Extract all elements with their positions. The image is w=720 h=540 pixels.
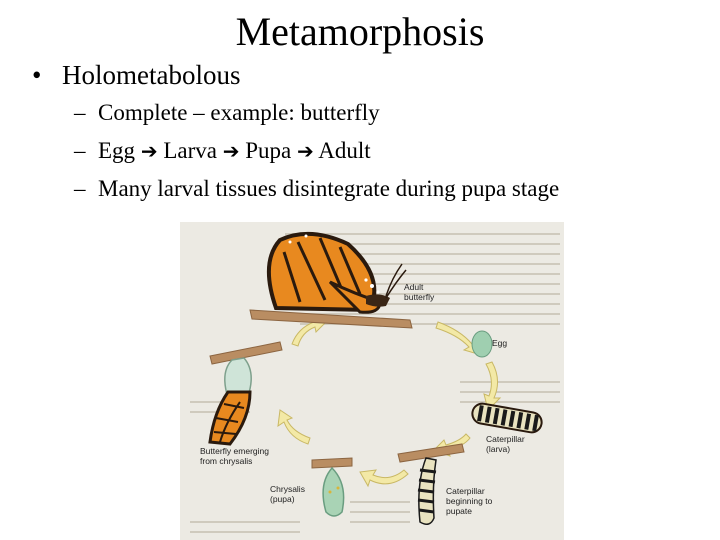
stage-adult: Adult <box>318 138 371 163</box>
lifecycle-illustration <box>180 222 564 540</box>
label-adult-butterfly <box>404 282 434 302</box>
label-egg: Egg <box>492 338 508 348</box>
label-line: from chrysalis <box>200 456 253 466</box>
stage-pupa: Pupa <box>245 138 292 163</box>
right-arrow-icon: ➔ <box>140 139 158 163</box>
stage-larva: Larva <box>163 138 217 163</box>
label-line: pupate <box>446 506 472 516</box>
dash: – <box>74 100 86 125</box>
sub-bullet-tissues <box>74 174 559 204</box>
egg-drawing <box>472 331 492 357</box>
bullet-dot: • <box>32 60 42 90</box>
label-line: Adult <box>404 282 424 292</box>
slide-title: Metamorphosis <box>235 9 485 54</box>
caterpillar-pupate-drawing <box>418 458 436 524</box>
label-line: Caterpillar <box>446 486 485 496</box>
sub-bullet-stages <box>74 136 371 166</box>
stage-egg: Egg <box>98 138 136 163</box>
label-caterpillar-larva <box>486 434 525 454</box>
dash: – <box>74 138 86 163</box>
right-arrow-icon: ➔ <box>222 139 240 163</box>
right-arrow-icon: ➔ <box>296 139 314 163</box>
adult-branch <box>250 310 412 328</box>
caterpillar-drawing <box>471 402 543 434</box>
chrysalis-drawing <box>323 468 344 516</box>
sub-bullet-complete <box>74 98 380 128</box>
arrow-chrysalis-to-emerging <box>278 410 310 444</box>
label-line: butterfly <box>404 292 435 302</box>
label-line: (larva) <box>486 444 511 454</box>
label-butterfly-emerging <box>200 446 269 466</box>
dash: – <box>74 176 86 201</box>
bullet-holometabolous <box>32 58 240 92</box>
label-line: Caterpillar <box>486 434 525 444</box>
bullet-text: Holometabolous <box>62 60 241 90</box>
sub-bullet-text: Complete – example: butterfly <box>98 100 380 125</box>
label-line: Chrysalis <box>270 484 305 494</box>
label-caterpillar-pupate <box>446 486 492 516</box>
label-line: Butterfly emerging <box>200 446 269 456</box>
label-chrysalis-pupa <box>270 484 305 504</box>
chrysalis-branch <box>312 458 352 468</box>
label-line: (pupa) <box>270 494 295 504</box>
arrow-pupate-to-chrysalis <box>360 470 408 486</box>
butterfly-lifecycle-figure <box>180 222 564 540</box>
arrow-adult-to-egg <box>436 322 478 354</box>
sub-bullet-text: Many larval tissues disintegrate during pupa stage <box>98 176 560 201</box>
label-line: beginning to <box>446 496 493 506</box>
